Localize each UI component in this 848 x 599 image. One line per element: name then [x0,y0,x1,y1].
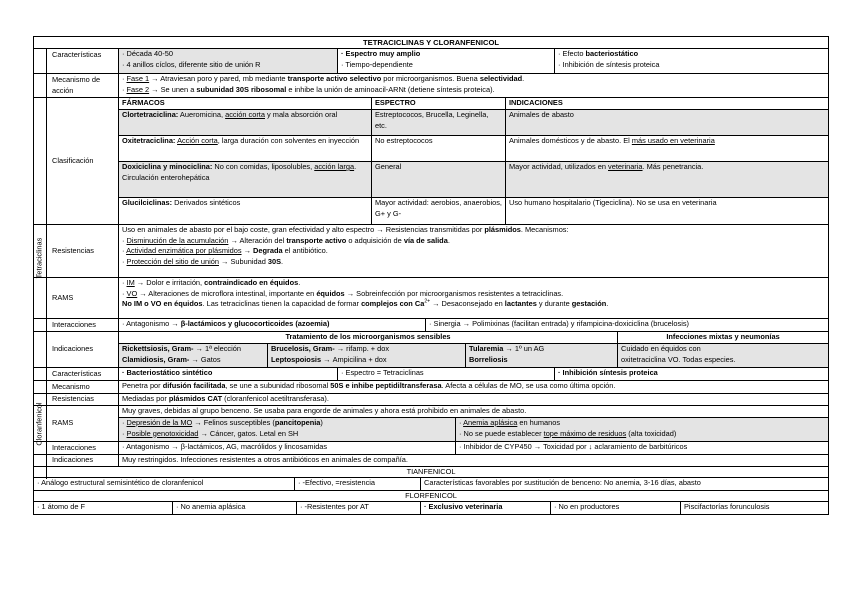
tetra-car-a1: · Década 40-50 [122,49,173,58]
res-l2d: o adquisición de [346,235,404,245]
tetra-car-content [118,49,828,73]
clor-caracteristicas-row [33,368,829,381]
tetra-car-a2: · 4 anillos cíclos, diferente sitio de unión R [122,59,261,69]
ind-a2b: Gatos [200,354,221,364]
rams-l3e: → Desaconsejado en [430,299,505,309]
flor-d: · Exclusivo veterinaria [420,502,550,514]
tetra-car-col3 [554,49,828,73]
ind-d2: oxitetraciclina VO. Todas especies. [621,354,736,364]
row-label: Clasificación [52,155,94,165]
rams-l2b: → Alteraciones de microflora intestinal, importante en [137,288,317,298]
tetra-car-c1b: bacteriostático [585,49,639,58]
rams-l3d: 2+ [424,298,431,305]
table-title: TETRACICLINAS Y CLORANFENICOL [33,36,829,49]
florfenicol-row [33,502,829,515]
row-label: RAMS [52,418,74,428]
clor-rams-b2b: tope máximo de residuos [543,428,627,438]
cla-r2c3: Animales domésticos y de abasto. El más usado en veterinaria [505,136,828,162]
tetra-cla-content [118,98,828,224]
clor-interacciones-row [33,442,829,455]
row-label: Interacciones [52,320,96,329]
clor-rams-a2b: → Cáncer, gatos. Letal en SH [198,428,299,438]
clor-car-b: · Espectro = Tetraciclinas [337,368,554,380]
int-a [119,319,425,331]
res-l2f: . [447,235,450,245]
ind-col-a [119,344,267,367]
ind-c1: Tularemia → [469,344,515,353]
ind-c2: Borreliosis [469,354,508,364]
cla-r1c2: Estreptococos, Brucella, Leginella, etc. [371,110,505,136]
rams-l3b: . Las tetraciclinas tienen la capacidad de formar [202,299,362,309]
int-b: · Sinergia → Polimixinas (facilitan entrada) y rifampicina-doxiciclina (brucelosis) [425,319,828,331]
clor-rams-col-b [455,418,828,441]
ind-d1: Cuidado en équidos con [621,344,701,353]
mec-l1b: → Atraviesan poro y pared, mb mediante [149,74,288,83]
clor-rams-col-a: · Depresión de la MO → Felinos susceptibles (pancitopenia) · Posible genotoxicidad → Cáncer, gatos. Letal en SH [122,418,323,438]
ind-c1b: 1º un AG [514,344,545,353]
summary-table [33,36,829,515]
clor-mec-content [118,381,828,393]
row-label: Resistencias [52,394,94,403]
clor-indicaciones-row [33,455,829,467]
tetra-clasificacion-row [33,98,829,225]
tetra-ind-content [118,332,828,367]
res-l4a: Protección del sitio de unión [126,256,219,266]
tetraciclinas-side-label: Tetraciclinas [34,237,44,279]
mec-l1e: selectividad [479,74,523,83]
clor-car-content [118,368,828,380]
row-label: Indicaciones [52,344,94,354]
res-l2a: Disminución de la acumulación [126,235,229,245]
tetra-car-col1 [119,49,337,73]
clor-mec-c: , se une a subunidad ribosomal [225,381,331,390]
cla-h1: FÁRMACOS [122,98,165,107]
res-l3a: Actividad enzimática por plásmidos [126,246,242,256]
clor-mecanismo-row [33,381,829,394]
cla-r2 [119,135,828,162]
flor-b: · No anemia aplásica [172,502,296,514]
clor-res-content [118,394,828,405]
clor-ind-content: Muy restringidos. Infecciones resistentes a otros antibióticos en animales de compañía. [118,455,828,466]
clor-int-a [119,442,455,454]
row-label: Mecanismo [52,382,90,391]
rams-l1c: contraindicado en équidos [204,278,299,287]
row-label: Características [52,369,102,378]
clor-int-content [118,442,828,454]
tetra-resistencias-row [33,225,829,278]
ind-col-b [267,344,465,367]
cla-h3: INDICACIONES [505,98,828,109]
fase1: Fase 1 [126,74,150,83]
tetra-car-c2: · Inhibición de síntesis proteica [558,59,660,69]
tetra-car-b2: · Tiempo-dependiente [341,59,413,69]
cla-header [119,98,828,109]
tetra-car-c1a: · Efecto [558,49,586,58]
rams-l1b: → Dolor e irritación, [134,278,205,287]
tetra-rams-content: · IM → Dolor e irritación, contraindicado en équidos. · VO → Alteraciones de microflora intestinal, importante en équidos → Sobreinfección por microorganismos resistentes a tetraciclinas. No IM o VO en équidos. Las tetraciclinas tienen la capacidad de formar complejos con $Ca^{2+}$ → Desaconsejado en lactantes y durante gestación. [118,278,828,318]
res-l1a: Uso en animales de abasto por el bajo coste, gran efectividad y alto espectro → Resistencias transmitidas por [122,225,485,234]
ind-a2: Clamidiosis, Gram- → [122,354,201,364]
rams-l3h: gestación [571,299,607,309]
tetra-indicaciones-row [33,332,829,368]
clor-rams-b2c: (alta toxicidad) [626,428,677,438]
cla-r3c3: Mayor actividad, utilizados en veterinaria. Más penetrancia. [505,162,828,198]
res-l4c: 30S [267,256,282,266]
clor-res-c: (cloranfenicol acetiltransferasa). [222,394,329,403]
flor-c: · -Resistentes por AT [296,502,420,514]
florfenicol-title: FLORFENICOL [33,491,829,502]
clor-resistencias-row [33,394,829,406]
rams-l3i: . [606,299,609,309]
tetra-rams-row [33,278,829,319]
res-l2c: transporte activo [286,235,347,245]
row-label: RAMS [52,292,74,302]
row-label: Resistencias [52,245,94,255]
cla-r2c2: No estreptococos [371,136,505,162]
cla-r1c1: Clortetraciclina: Aueromicina, acción corta y mala absorción oral [122,110,338,119]
ind-a1b: 1ª elección [204,344,241,353]
clor-rams-b2a: · No se puede establecer [459,428,544,438]
res-l4b: → Subunidad [218,256,268,266]
clor-mec-d: 50S e inhibe peptidiltransferasa [330,381,442,390]
row-label: Mecanismo de acción [52,75,101,95]
int-a1: · Antagonismo → [122,319,181,328]
mec-l2b: → Se unen a [149,84,197,94]
res-l1c: . Mecanismos: [520,225,569,234]
clor-rams-b1b: Anemia aplásica [463,418,518,427]
clor-int-b: · Inhibidor de CYP450 → Toxicidad por ↓ aclaramiento de barbitúricos [455,442,828,454]
tetra-car-b1: · Espectro muy amplio [341,49,421,58]
clor-rams-a2: Posible genotoxicidad [126,428,199,438]
res-l1b: plásmidos [484,225,521,234]
mec-l1c: transporte activo selectivo [287,74,382,83]
mec-l1f: . [522,74,525,83]
clor-mec-e: . Afecta a células de MO, se usa como última opción. [441,381,616,390]
clor-rams-body [119,417,828,441]
clor-rams-b1a: · [459,418,464,427]
clor-car-c: · Inhibición síntesis proteica [554,368,828,380]
ind-a1: Rickettsiosis, Gram- → [122,344,205,353]
cla-r4 [119,197,828,224]
flor-e: · No en productores [550,502,680,514]
clor-rams-a1b: → Felinos susceptibles ( [192,418,275,427]
clor-rams-a1: Depresión de la MO [126,418,193,427]
row-label: Interacciones [52,443,96,452]
tetra-mec-content: · Fase 1 → Atraviesan poro y pared, mb mediante transporte activo selectivo por microorganismos. Buena selectividad. · Fase 2 → Se unen a subunidad 30S ribosomal e inhibe la unión de aminoacil-ARNt (detiene síntesis proteica). [118,74,828,97]
res-l2b: → Alteración del [228,235,287,245]
cla-r3 [119,161,828,198]
cla-h2: ESPECTRO [371,98,505,109]
rams-l1d: . [298,278,301,287]
clor-rams-a1c: pancitopenia [274,418,321,427]
rams-l2c: équidos [316,288,345,298]
ind-col-d [617,344,828,367]
clor-int-a2: β-lactámicos, AG, macrólidos y lincosamidas [180,442,328,451]
tianfenicol-title: TIANFENICOL [33,467,829,478]
cla-r3c1: Doxiciclina y minociclina: No con comidas, liposolubles, acción larga. Circulación enterohepática [122,162,357,182]
cla-r2c1: Oxitetraciclina: Acción corta, larga duración con solventes en inyección [122,136,360,145]
res-l3b: → [241,246,254,256]
int-a2: β-lactámicos y glucocorticoides (azoemia) [180,319,330,328]
tian-a: · Análogo estructural semisintético de cloranfenicol [37,478,204,487]
cla-r4c2: Mayor actividad: aerobios, anaerobios, G+ y G- [371,198,505,224]
rams-l3c: complejos con Ca [361,299,425,309]
fase2: Fase 2 [126,84,150,94]
cla-r3c2: General [371,162,505,198]
res-l3c: Degrada [253,246,283,256]
clor-res-b: plásmidos CAT [168,394,223,403]
res-l3d: el antibiótico. [282,246,328,256]
cla-r4c1: Glucilciclinas: Derivados sintéticos [122,198,241,207]
res-l4d: . [281,256,284,266]
clor-rams-a1d: ) [320,418,323,427]
ind-b2: Leptospoiosis → [271,354,333,364]
clor-rams-row [33,406,829,442]
tetra-int-content [118,319,828,331]
rams-l3f: lactantes [504,299,537,309]
tianfenicol-row [33,478,829,491]
ind-h1: Tratamiento de los microorganismos sensibles [285,332,451,341]
rams-l3g: y durante [536,299,572,309]
ind-body [119,343,828,367]
clor-rams-content [118,406,828,441]
clor-mec-b: difusión facilitada [162,381,226,390]
tetra-res-content: Uso en animales de abasto por el bajo coste, gran efectividad y alto espectro → Resistencias transmitidas por plásmidos. Mecanismos: · Disminución de la acumulación → Alteración del transporte activo o adquisición de vía de salida. · Actividad enzimática por plásmidos → Degrada el antibiótico. · Protección del sitio de unión → Subunidad 30S. [118,225,828,277]
rams-l2a: VO [126,288,138,298]
clor-rams-top: Muy graves, debidas al grupo benceno. Se usaba para engorde de animales y ahora está prohibido en animales de abasto. [122,406,527,415]
row-label: Características [52,50,102,59]
ind-b1: Brucelosis, Gram- → [271,344,347,353]
mec-l2d: e inhibe la unión de aminoacil-ARNt (detiene síntesis proteica). [286,84,495,94]
clor-int-a1: · Antagonismo → [122,442,181,451]
clor-rams-b1c: en humanos [517,418,561,427]
flor-a: · 1 átomo de F [37,502,86,511]
tetra-interacciones-row [33,319,829,332]
clor-res-a: Mediadas por [122,394,169,403]
clor-car-a: · Bacteriostático sintético [122,368,213,377]
ind-b2b: Ampicilina + dox [332,354,387,364]
tian-c: Características favorables por sustitución de benceno: No anemia, 3-16 días, abasto [420,478,828,490]
cla-r1c3: Animales de abasto [505,110,828,136]
tetraciclinas-block [33,49,829,368]
mec-l2c: subunidad 30S ribosomal [196,84,287,94]
rams-l2d: → Sobreinfección por microorganismos resistentes a tetraciclinas. [344,288,564,298]
ind-h2: Infecciones mixtas y neumonías [617,332,828,343]
ind-col-c [465,344,617,367]
mec-l1d: por microorganismos. Buena [381,74,480,83]
cloranfenicol-side-label: Cloranfenicol [34,401,44,446]
ind-b1b: rifamp. + dox [346,344,390,353]
cla-r4c3: Uso humano hospitalario (Tigeciclina). No se usa en veterinaria [505,198,828,224]
rams-l3a: No IM o VO en équidos [122,299,203,309]
clor-mec-a: Penetra por [122,381,163,390]
flor-f: Piscifactorías forunculosis [680,502,828,514]
row-label: Indicaciones [52,455,94,464]
tian-b: · -Efectivo, =resistencia [294,478,420,490]
res-l2e: vía de salida [403,235,448,245]
cloranfenicol-block [33,368,829,467]
rams-l1a: IM [126,278,135,287]
tetra-car-col2 [337,49,554,73]
tetra-caracteristicas-row [33,49,829,74]
tetra-mecanismo-row [33,74,829,98]
cla-r1 [119,109,828,136]
